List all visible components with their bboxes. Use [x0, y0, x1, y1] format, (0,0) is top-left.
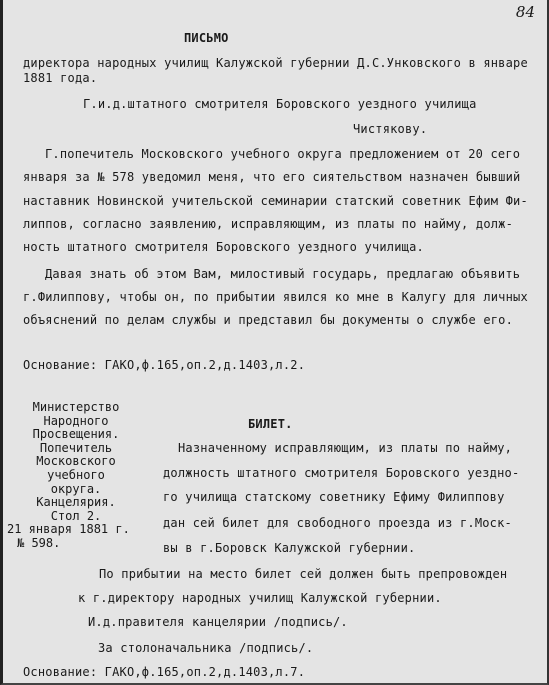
ticket-line: вы в г.Боровск Калужской губернии.	[163, 541, 416, 555]
ticket-line: По прибытии на место билет сей должен быть препровожден	[99, 567, 508, 581]
body-line: г.Филиппову, чтобы он, по прибытии явился ко мне в Калугу для личных	[23, 290, 528, 304]
source-reference: Основание: ГАКО,ф.165,оп.2,д.1403,л.2.	[23, 358, 306, 372]
subheading-line-1: директора народных училищ Калужской губернии Д.С.Унковского в январе	[23, 56, 528, 70]
body-line: Г.попечитель Московского учебного округа предложением от 20 сего	[45, 147, 521, 161]
signature-line: И.д.правителя канцелярии /подпись/.	[88, 615, 348, 629]
body-line: января за № 578 уведомил меня, что его сиятельством назначен бывший	[23, 170, 521, 184]
issuer-number: № 598.	[17, 535, 61, 550]
issuer-line: Стол 2.	[50, 508, 102, 523]
signature-line: За столоначальника /подпись/.	[98, 641, 314, 655]
body-line: объяснений по делам службы и представил бы документы о службе его.	[23, 313, 514, 327]
page-number: 84	[515, 3, 535, 21]
body-line: Давая знать об этом Вам, милостивый государь, предлагаю объявить	[45, 267, 521, 281]
ticket-line: го училища статскому советнику Ефиму Филиппову	[163, 490, 505, 504]
body-line: ность штатного смотрителя Боровского уездного училища.	[23, 240, 424, 254]
issuer-line: Московского	[36, 454, 116, 469]
ticket-line: должность штатного смотрителя Боровского уездно-	[163, 466, 520, 480]
ticket-heading: БИЛЕТ.	[248, 417, 293, 431]
document-heading: ПИСЬМО	[184, 31, 229, 45]
issuer-line: округа.	[50, 481, 102, 496]
issuer-line: Просвещения.	[32, 427, 120, 442]
ticket-line: к г.директору народных училищ Калужской губернии.	[78, 591, 442, 605]
issuer-line: Народного	[43, 413, 109, 428]
issuer-line: учебного	[47, 467, 105, 482]
body-line: наставник Новинской учительской семинарии статский советник Ефим Фи-	[23, 194, 528, 208]
ticket-line: Назначенному исправляющим, из платы по найму,	[178, 441, 513, 455]
source-reference: Основание: ГАКО,ф.165,оп.2,д.1403,л.7.	[23, 665, 306, 679]
subheading-line-2: 1881 года.	[23, 71, 98, 85]
issuer-line: Министерство	[32, 400, 120, 414]
issuer-date: 21 января 1881 г.	[7, 522, 130, 537]
addressee-line-2: Чистякову.	[353, 122, 428, 136]
issuer-line: Канцелярия.	[36, 495, 116, 510]
issuer-line: Попечитель	[39, 440, 113, 455]
body-line: липпов, согласно заявлению, исправляющим, из платы по найму, долж-	[23, 217, 514, 231]
issuer-block	[7, 400, 141, 551]
addressee-line-1: Г.и.д.штатного смотрителя Боровского уездного училища	[83, 97, 477, 111]
ticket-line: дан сей билет для свободного проезда из г.Моск-	[163, 516, 512, 530]
